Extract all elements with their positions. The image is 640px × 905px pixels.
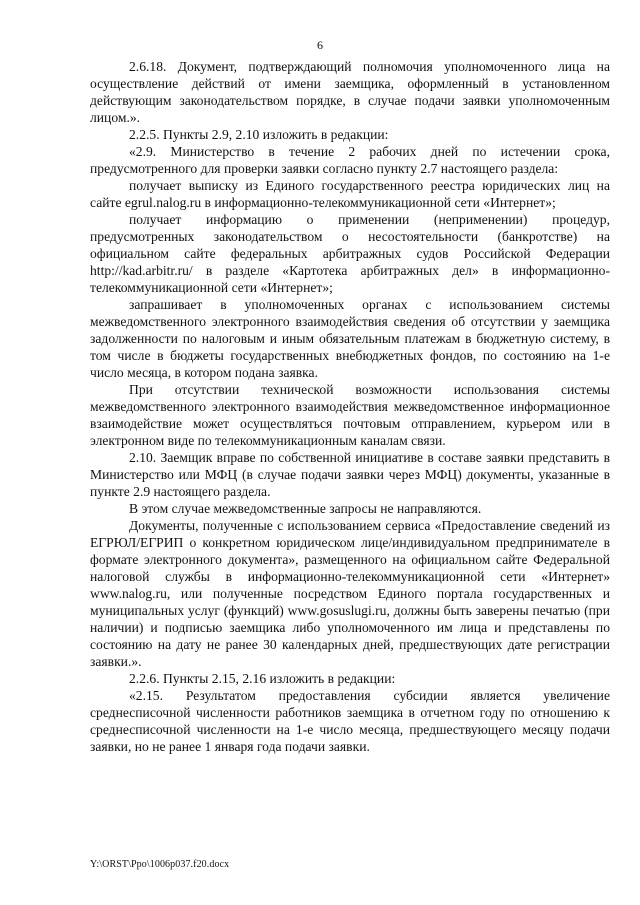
paragraph-tax-debt-request: запрашивает в уполномоченных органах с использованием системы межведомственного электронного взаимодействия сведения об отсутствии у заемщика задолженности по налоговым и иным обязательным платежам в бюджетную систему, в том числе в бюджеты государственных внебюджетных фондов, по состоянию на 1-е число месяца, в котором подана заявка. bbox=[90, 297, 610, 380]
paragraph-2-6-18: 2.6.18. Документ, подтверждающий полномочия уполномоченного лица на осуществление действий от имени заемщика, оформленный в установленном действующим законодательством порядке, в случае подачи заявки уполномоченным лицом.». bbox=[90, 59, 610, 125]
paragraph-2-2-5: 2.2.5. Пункты 2.9, 2.10 изложить в редакции: bbox=[129, 127, 389, 142]
paragraph-documents-received: Документы, полученные с использованием сервиса «Предоставление сведений из ЕГРЮЛ/ЕГРИП о конкретном юридическом лице/индивидуальном предпринимателе в формате электронного документа», размещенного на официальном сайте Федеральной налоговой службы в информационно-телекоммуникационной сети «Интернет» www.nalog.ru, или полученные посредством Единого портала государственных и муниципальных услуг (функций) www.gosuslugi.ru, должны быть заверены печатью (при наличии) и подписью заемщика либо уполномоченного им лица и представлены по состоянию на дату не ранее 30 календарных дней, предшествующих дате регистрации заявки.». bbox=[90, 518, 610, 669]
paragraph-no-interagency-requests: В этом случае межведомственные запросы не направляются. bbox=[129, 501, 482, 516]
paragraph-2-15: «2.15. Результатом предоставления субсидии является увеличение среднесписочной численности работников заемщика в отчетном году по отношению к среднесписочной численности на 1-е число месяца, предшествующего месяцу подачи заявки, но не ранее 1 января года подачи заявки. bbox=[90, 688, 610, 754]
paragraph-2-2-6: 2.2.6. Пункты 2.15, 2.16 изложить в редакции: bbox=[129, 671, 396, 686]
paragraph-2-9: «2.9. Министерство в течение 2 рабочих дней по истечении срока, предусмотренного для проверки заявки согласно пункту 2.7 настоящего раздела: bbox=[90, 144, 610, 176]
page-number: 6 bbox=[317, 38, 323, 52]
paragraph-bankruptcy-info: получает информацию о применении (неприменении) процедур, предусмотренных законодательством о несостоятельности (банкротстве) на официальном сайте федеральных арбитражных судов Российской Федерации http://kad.arbitr.ru/ в разделе «Картотека арбитражных дел» в информационно-телекоммуникационной сети «Интернет»; bbox=[90, 212, 610, 295]
paragraph-egrul-extract: получает выписку из Единого государственного реестра юридических лиц на сайте egrul.nalog.ru в информационно-телекоммуникационной сети «Интернет»; bbox=[90, 178, 610, 210]
paragraph-2-10: 2.10. Заемщик вправе по собственной инициативе в составе заявки представить в Министерство или МФЦ (в случае подачи заявки через МФЦ) документы, указанные в пункте 2.9 настоящего раздела. bbox=[90, 450, 610, 499]
footer-file-path: Y:\ORST\Ppo\1006p037.f20.docx bbox=[90, 859, 230, 870]
document-body bbox=[90, 58, 610, 755]
paragraph-no-technical-possibility: При отсутствии технической возможности использования системы межведомственного электронного взаимодействия межведомственное информационное взаимодействие может осуществляться почтовым отправлением, курьером или в электронном виде по телекоммуникационным каналам связи. bbox=[90, 382, 610, 448]
